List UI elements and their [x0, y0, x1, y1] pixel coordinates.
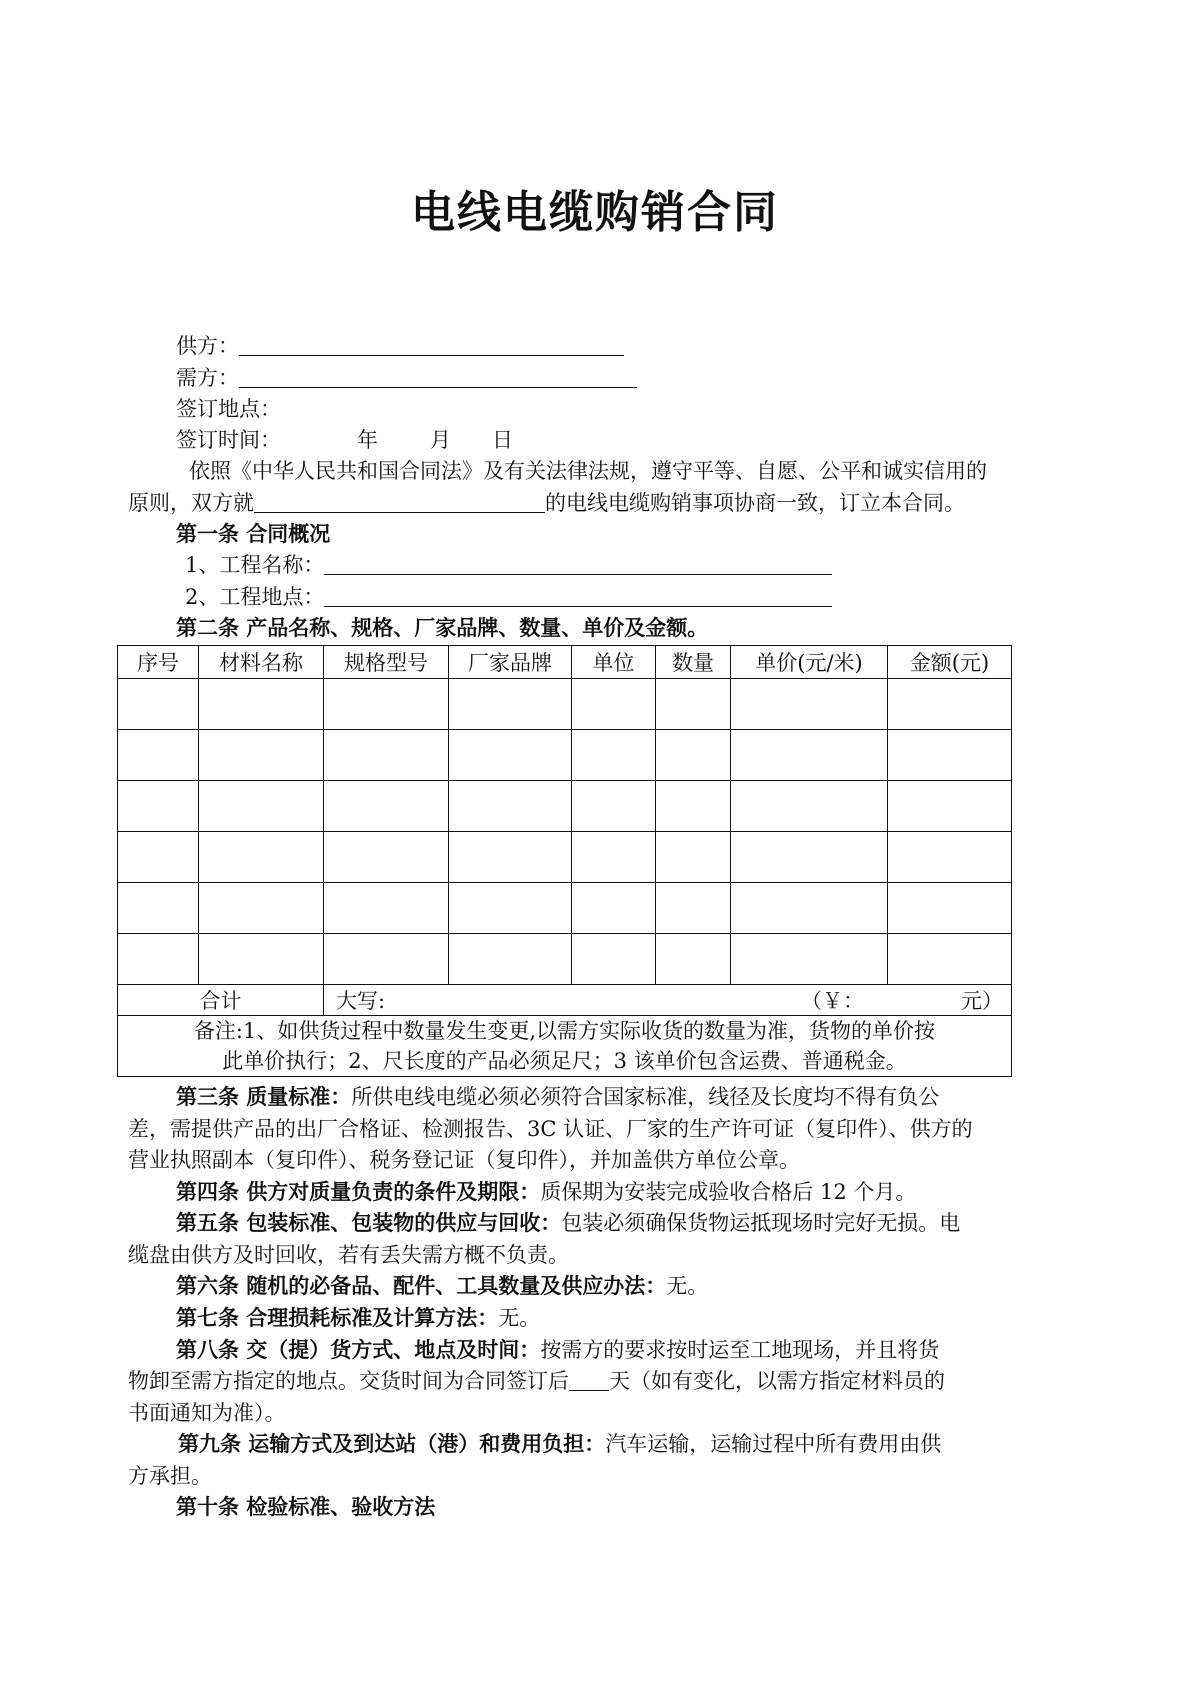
- project-name-line: [185, 550, 832, 580]
- table-row: [118, 679, 1012, 730]
- table-cell[interactable]: [324, 679, 449, 730]
- table-cell[interactable]: [656, 679, 731, 730]
- table-cell[interactable]: [731, 730, 888, 781]
- supplier-label: 供方：: [176, 334, 239, 358]
- table-cell[interactable]: [572, 832, 656, 883]
- preamble-line2-pre: 原则，双方就: [128, 491, 254, 515]
- article-3-line2: 差，需提供产品的出厂合格证、检测报告、3C 认证、厂家的生产许可证（复印件）、供方的: [128, 1117, 973, 1141]
- table-cell[interactable]: [656, 730, 731, 781]
- table-cell[interactable]: [118, 883, 199, 934]
- article-9-line1: [178, 1429, 941, 1459]
- table-cell[interactable]: [656, 781, 731, 832]
- table-cell[interactable]: [888, 832, 1012, 883]
- project-name-label: 1、工程名称：: [185, 553, 325, 577]
- table-cell[interactable]: [449, 679, 572, 730]
- project-site-line: [185, 582, 832, 612]
- article-5-line2: 缆盘由供方及时回收，若有丢失需方概不负责。: [128, 1243, 569, 1267]
- col-header-unit: 单位: [572, 646, 656, 679]
- table-cell[interactable]: [572, 679, 656, 730]
- col-header-spec: 规格型号: [324, 646, 449, 679]
- table-cell[interactable]: [324, 781, 449, 832]
- article-8-title: 第八条 交（提）货方式、地点及时间：: [176, 1337, 541, 1362]
- table-cell[interactable]: [118, 781, 199, 832]
- table-cell[interactable]: [199, 781, 324, 832]
- table-cell[interactable]: [118, 730, 199, 781]
- table-cell[interactable]: [888, 934, 1012, 985]
- table-cell[interactable]: [572, 730, 656, 781]
- table-cell[interactable]: [118, 934, 199, 985]
- table-cell[interactable]: [731, 679, 888, 730]
- article-10-title: 第十条 检验标准、验收方法: [176, 1494, 436, 1519]
- table-cell[interactable]: [118, 679, 199, 730]
- daxie-label: 大写:: [336, 989, 386, 1013]
- article-4-title: 第四条 供方对质量负责的条件及期限：: [176, 1179, 541, 1204]
- preamble-line1: 依照《中华人民共和国合同法》及有关法律法规，遵守平等、自愿、公平和诚实信用的: [189, 459, 987, 483]
- table-cell[interactable]: [888, 781, 1012, 832]
- sign-time-line: [176, 425, 281, 455]
- article-1-title: 第一条 合同概况: [176, 521, 331, 546]
- article-7-title: 第七条 合理损耗标准及计算方法：: [176, 1305, 499, 1330]
- sign-year: 年: [357, 428, 378, 452]
- col-header-amount: 金额(元): [888, 646, 1012, 679]
- project-name-blank[interactable]: [324, 552, 832, 575]
- table-cell[interactable]: [449, 934, 572, 985]
- sign-place-label: 签订地点：: [176, 397, 281, 421]
- table-cell[interactable]: [199, 883, 324, 934]
- table-row: [118, 883, 1012, 934]
- table-cell[interactable]: [572, 934, 656, 985]
- table-cell[interactable]: [731, 883, 888, 934]
- article-6-title: 第六条 随机的必备品、配件、工具数量及供应办法：: [176, 1273, 667, 1298]
- table-cell[interactable]: [731, 832, 888, 883]
- col-header-price: 单价(元/米): [731, 646, 888, 679]
- col-header-material: 材料名称: [199, 646, 324, 679]
- buyer-blank[interactable]: [239, 365, 637, 388]
- article-3-line3: 营业执照副本（复印件）、税务登记证（复印件），并加盖供方单位公章。: [128, 1148, 800, 1172]
- article-5-line1: [176, 1208, 960, 1238]
- table-row: [118, 934, 1012, 985]
- table-cell[interactable]: [199, 679, 324, 730]
- table-cell[interactable]: [449, 781, 572, 832]
- table-cell[interactable]: [888, 679, 1012, 730]
- table-cell[interactable]: [731, 934, 888, 985]
- yuan-label: 元）: [961, 989, 1003, 1013]
- article-5-text1: 包装必须确保货物运抵现场时完好无损。电: [561, 1211, 961, 1235]
- buyer-line: [176, 363, 637, 393]
- table-cell[interactable]: [572, 883, 656, 934]
- table-cell[interactable]: [199, 730, 324, 781]
- table-cell[interactable]: [656, 883, 731, 934]
- total-amount-cell[interactable]: [324, 985, 1012, 1016]
- total-label: 合计: [118, 985, 324, 1016]
- col-header-brand: 厂家品牌: [449, 646, 572, 679]
- article-4-text: 质保期为安装完成验收合格后 12 个月。: [540, 1180, 917, 1204]
- table-cell[interactable]: [324, 730, 449, 781]
- article-8-text2-post: 天（如有变化，以需方指定材料员的: [609, 1369, 945, 1393]
- table-cell[interactable]: [118, 832, 199, 883]
- table-cell[interactable]: [324, 832, 449, 883]
- col-header-seq: 序号: [118, 646, 199, 679]
- table-row: [118, 781, 1012, 832]
- article-9-text1: 汽车运输，运输过程中所有费用由供: [605, 1432, 942, 1456]
- col-header-qty: 数量: [656, 646, 731, 679]
- article-2-title: 第二条 产品名称、规格、厂家品牌、数量、单价及金额。: [176, 615, 709, 640]
- note-cell: [118, 1016, 1012, 1077]
- table-cell[interactable]: [656, 832, 731, 883]
- table-cell[interactable]: [199, 934, 324, 985]
- article-7-text: 无。: [498, 1306, 541, 1330]
- delivery-days-blank[interactable]: [569, 1368, 609, 1391]
- table-cell[interactable]: [449, 883, 572, 934]
- article-8-line2: [128, 1366, 945, 1396]
- article-7-line: [176, 1303, 540, 1333]
- article-5-title: 第五条 包装标准、包装物的供应与回收：: [176, 1210, 562, 1235]
- article-8-text2-pre: 物卸至需方指定的地点。交货时间为合同签订后: [128, 1369, 569, 1393]
- note-row: [118, 1016, 1012, 1077]
- article-9-line2: 方承担。: [128, 1464, 212, 1488]
- table-cell[interactable]: [731, 781, 888, 832]
- preamble-line2: [128, 488, 965, 518]
- project-site-label: 2、工程地点：: [185, 585, 325, 609]
- article-3-title: 第三条 质量标准：: [176, 1084, 352, 1109]
- sign-day: 日: [492, 428, 513, 452]
- table-cell[interactable]: [656, 934, 731, 985]
- article-3-text1: 所供电线电缆必须必须符合国家标准，线径及长度均不得有负公: [351, 1085, 940, 1109]
- document-title: 电线电缆购销合同: [411, 187, 779, 238]
- article-6-line: [176, 1271, 708, 1301]
- yen-label: （￥：: [801, 989, 864, 1013]
- preamble-line2-post: 的电线电缆购销事项协商一致，订立本合同。: [545, 491, 965, 515]
- table-cell[interactable]: [449, 730, 572, 781]
- article-8-line1: [176, 1335, 939, 1365]
- sign-time-label: 签订时间：: [176, 428, 281, 452]
- sign-place-line: [176, 394, 281, 424]
- supplier-line: [176, 331, 624, 361]
- article-8-line3: 书面通知为准）。: [128, 1401, 286, 1425]
- table-cell[interactable]: [324, 934, 449, 985]
- project-site-blank[interactable]: [324, 584, 832, 607]
- table-cell[interactable]: [572, 781, 656, 832]
- article-6-text: 无。: [666, 1274, 709, 1298]
- supplier-blank[interactable]: [239, 333, 624, 356]
- table-row: [118, 832, 1012, 883]
- sign-month: 月: [430, 428, 451, 452]
- buyer-label: 需方：: [176, 366, 239, 390]
- table-cell[interactable]: [324, 883, 449, 934]
- table-cell[interactable]: [888, 730, 1012, 781]
- note-line1: 备注:1、如供货过程中数量发生变更,以需方实际收货的数量为准，货物的单价按: [193, 1019, 936, 1043]
- article-3-line1: [176, 1082, 939, 1112]
- article-8-text1: 按需方的要求按时运至工地现场，并且将货: [540, 1338, 940, 1362]
- preamble-subject-blank[interactable]: [254, 490, 545, 513]
- table-cell[interactable]: [449, 832, 572, 883]
- table-cell[interactable]: [888, 883, 1012, 934]
- table-header-row: [118, 646, 1012, 679]
- table-cell[interactable]: [199, 832, 324, 883]
- table-row: [118, 730, 1012, 781]
- note-line2: 此单价执行；2、尺长度的产品必须足尺；3 该单价包含运费、普通税金。: [222, 1049, 907, 1073]
- article-4-line: [176, 1177, 916, 1207]
- goods-table: [117, 645, 1012, 1077]
- article-9-title: 第九条 运输方式及到达站（港）和费用负担：: [178, 1431, 606, 1456]
- total-row: [118, 985, 1012, 1016]
